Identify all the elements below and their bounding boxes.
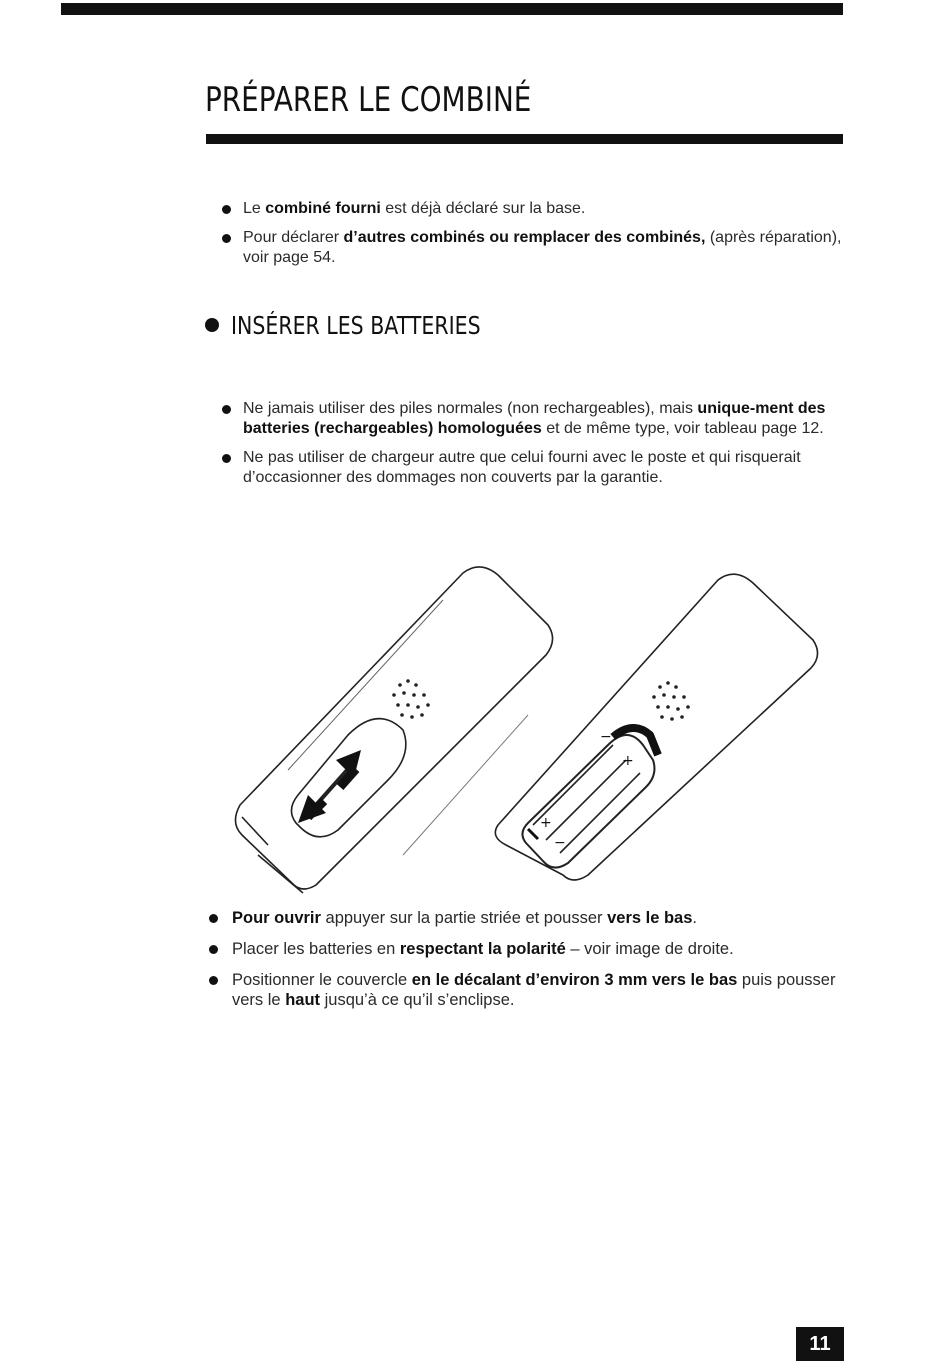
list-item: [222, 199, 842, 219]
text-run: et de même type, voir tableau page 12.: [541, 420, 824, 437]
list-item: [222, 448, 842, 488]
battery-list: [222, 399, 842, 497]
text-run: (après réparation), voir page 54.: [243, 229, 842, 266]
text-run: Positionner le couvercle: [232, 971, 412, 989]
text-run: jusqu’à ce qu’il s’enclipse.: [320, 991, 515, 1009]
list-item: [222, 399, 842, 439]
polarity-plus-top: +: [622, 753, 634, 769]
bold-text: haut: [285, 991, 321, 1009]
list-item: [209, 908, 849, 928]
steps-list: [209, 908, 849, 1021]
bold-text: respectant la polarité: [399, 940, 566, 958]
text-run: appuyer sur la partie striée et pousser: [320, 909, 608, 927]
section-title: INSÉRER LES BATTERIES: [231, 311, 481, 340]
intro-list: [222, 199, 842, 277]
text-run: .: [692, 909, 697, 927]
bold-text: d’autres combinés ou remplacer des combinés,: [343, 229, 706, 246]
bold-text: combiné fourni: [265, 200, 381, 217]
title-rule: [206, 134, 843, 144]
list-item: [222, 228, 842, 268]
list-item: [209, 939, 849, 959]
page-title: PRÉPARER LE COMBINÉ: [205, 80, 532, 120]
text-run: Placer les batteries en: [232, 940, 400, 958]
bold-text: Pour ouvrir: [232, 909, 321, 927]
list-item: [209, 970, 849, 1010]
section-heading: [205, 311, 535, 340]
polarity-plus-bottom: +: [540, 815, 552, 831]
text-run: – voir image de droite.: [565, 940, 734, 958]
text-run: Ne jamais utiliser des piles normales (non rechargeables), mais: [243, 400, 698, 417]
text-run: Ne pas utiliser de chargeur autre que celui fourni avec le poste et qui risquerait d’occasionner des dommages non couverts par la garantie.: [243, 449, 801, 486]
text-run: puis pousser vers le: [232, 971, 836, 1009]
text-run: Le: [243, 200, 266, 217]
text-run: Pour déclarer: [243, 229, 344, 246]
battery-illustration: [228, 555, 828, 900]
bold-text: vers le bas: [607, 909, 693, 927]
polarity-minus-bottom: −: [554, 835, 566, 851]
polarity-minus-top: −: [600, 729, 612, 745]
top-rule: [61, 3, 843, 15]
bold-text: en le décalant d’environ 3 mm vers le bas: [411, 971, 738, 989]
section-bullet-icon: [205, 318, 219, 332]
bold-text: unique-ment des batteries (rechargeables) homologuées: [243, 400, 826, 437]
page-number: 11: [796, 1327, 844, 1361]
text-run: est déjà déclaré sur la base.: [380, 200, 586, 217]
